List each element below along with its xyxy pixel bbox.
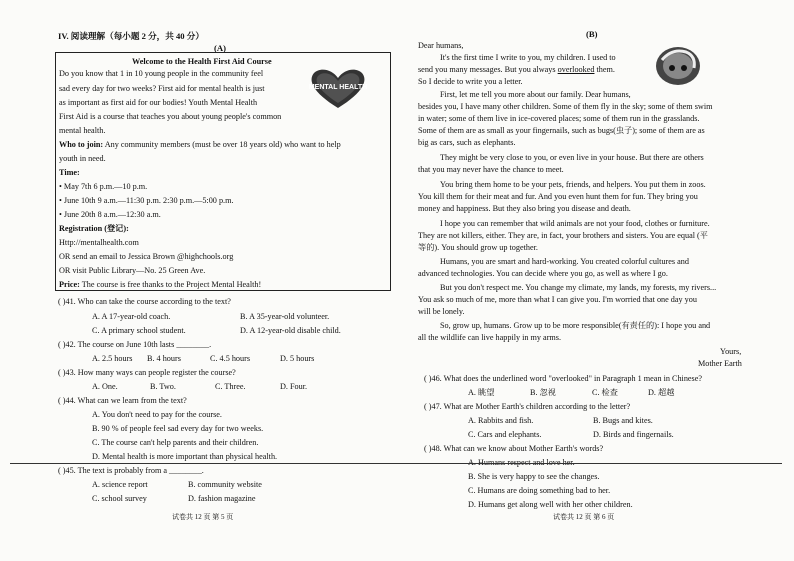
option: D. 超越 — [648, 388, 675, 397]
page-footer-left: 试卷共 12 页 第 5 页 — [172, 513, 234, 521]
letter-line: 等的). You should grow up together. — [418, 243, 538, 252]
page-footer-right: 试卷共 12 页 第 6 页 — [553, 513, 615, 521]
question-43: ( )43. How many ways can people register the course? — [58, 368, 236, 377]
time-slot: • June 10th 9 a.m.—11:30 p.m. 2:30 p.m.—5:00 p.m. — [59, 196, 234, 205]
option: C. Three. — [215, 382, 246, 391]
option: A. 2.5 hours — [92, 354, 133, 363]
letter-line: Humans, you are smart and hard-working. You created colorful cultures and — [440, 257, 689, 266]
question-47: ( )47. What are Mother Earth's children according to the letter? — [424, 402, 631, 411]
animal-illustration-icon — [652, 42, 704, 88]
option: A. science report — [92, 480, 148, 489]
question-41: ( )41. Who can take the course according to the text? — [58, 297, 231, 306]
option: D. Four. — [280, 382, 308, 391]
intro-line: Do you know that 1 in 10 young people in the community feel — [59, 69, 264, 78]
price-line — [59, 279, 261, 291]
option: B. Bugs and kites. — [593, 416, 653, 425]
option: C. The course can't help parents and their children. — [92, 438, 259, 447]
option: C. Humans are doing something bad to her. — [468, 486, 611, 495]
logo-text: MENTAL HEALTH — [308, 84, 368, 91]
option: D. Mental health is more important than physical health. — [92, 452, 278, 461]
intro-line: mental health. — [59, 126, 106, 135]
intro-line: as important as first aid for our bodies! Youth Mental Health — [59, 98, 258, 107]
letter-line: You kill them for their meat and fur. And you even hunt them for fun. They bring you — [418, 192, 698, 201]
option: B. 90 % of people feel sad every day for two weeks. — [92, 424, 264, 433]
who-to-join — [59, 139, 341, 151]
mental-health-logo-icon — [306, 66, 370, 110]
price-label: Price: — [59, 280, 80, 289]
option: D. 5 hours — [280, 354, 315, 363]
who-text: Any community members (must be over 18 years old) who want to help — [103, 140, 341, 149]
passage-a-title: Welcome to the Health First Aid Course — [132, 57, 272, 66]
option: C. A primary school student. — [92, 326, 186, 335]
option: A. 眺望 — [468, 388, 495, 397]
question-42: ( )42. The course on June 10th lasts ________. — [58, 340, 212, 349]
option: C. school survey — [92, 494, 147, 503]
option: A. You don't need to pay for the course. — [92, 410, 222, 419]
letter-line — [418, 64, 615, 76]
letter-text: send you many messages. But you always — [418, 65, 558, 74]
letter-line: money and happiness. But they also bring you disease and death. — [418, 204, 631, 213]
intro-line: sad every day for two weeks? First aid for mental health is just — [59, 84, 265, 93]
option: B. 忽视 — [530, 388, 556, 397]
intro-line: First Aid is a course that teaches you about young people's common — [59, 112, 282, 121]
signature: Mother Earth — [698, 359, 742, 368]
registration-line: OR visit Public Library—No. 25 Green Ave. — [59, 266, 206, 275]
option: D. Humans get along well with her other children. — [468, 500, 633, 509]
scan-fold-line — [10, 463, 782, 464]
option: B. community website — [188, 480, 262, 489]
letter-line: They might be very close to you, or even live in your house. But there are others — [440, 153, 704, 162]
option: B. Two. — [150, 382, 176, 391]
option: C. 检查 — [592, 388, 618, 397]
question-48: ( )48. What can we know about Mother Earth's words? — [424, 444, 604, 453]
option: C. 4.5 hours — [210, 354, 251, 363]
letter-line: advanced technologies. You can decide where you go, as well as where I go. — [418, 269, 668, 278]
time-slot: • June 20th 8 a.m.—12:30 a.m. — [59, 210, 161, 219]
option: D. fashion magazine — [188, 494, 256, 503]
letter-line: It's the first time I write to you, my children. I used to — [440, 53, 616, 62]
letter-line: But you don't respect me. You change my climate, my lands, my forests, my rivers... — [440, 283, 717, 292]
letter-line: You ask so much of me, more than what I can give you. I'm worried that one day you — [418, 295, 697, 304]
question-46: ( )46. What does the underlined word "overlooked" in Paragraph 1 mean in Chinese? — [424, 374, 703, 383]
option: A. One. — [92, 382, 118, 391]
letter-line: So I decide to write you a letter. — [418, 77, 523, 86]
option: B. A 35-year-old volunteer. — [240, 312, 330, 321]
section-heading: IV. 阅读理解（每小题 2 分，共 40 分） — [58, 31, 204, 41]
letter-line: that you may never have the chance to meet. — [418, 165, 564, 174]
time-label: Time: — [59, 168, 80, 177]
letter-line: I hope you can remember that wild animals are not your food, clothes or furniture. — [440, 219, 710, 228]
letter-line: big as cars, such as elephants. — [418, 138, 516, 147]
closing: Yours, — [720, 347, 742, 356]
option: D. Birds and fingernails. — [593, 430, 674, 439]
letter-line: Some of them are as small as your fingernails, such as bugs(虫子); some of them are as — [418, 126, 705, 135]
option: A. Humans respect and love her. — [468, 458, 575, 467]
letter-line: You bring them home to be your pets, friends, and helpers. You put them in zoos. — [440, 180, 706, 189]
option: D. A 12-year-old disable child. — [240, 326, 341, 335]
price-text: The course is free thanks to the Project Mental Health! — [79, 280, 262, 289]
letter-line: So, grow up, humans. Grow up to be more responsible(有责任的): I hope you and — [440, 321, 711, 330]
letter-line: First, let me tell you more about our family. Dear humans, — [440, 90, 631, 99]
option: C. Cars and elephants. — [468, 430, 542, 439]
question-45: ( )45. The text is probably from a ________. — [58, 466, 204, 475]
letter-line: besides you, I have many other children. Some of them fly in the sky; some of them swim — [418, 102, 713, 111]
letter-text: them. — [594, 65, 615, 74]
letter-line: will be lonely. — [418, 307, 465, 316]
who-label: Who to join: — [59, 140, 104, 149]
registration-label: Registration (登记): — [59, 224, 129, 233]
letter-line: They are not killers, either. They are, in fact, your brothers and sisters. You are equal (平 — [418, 231, 708, 240]
underlined-word: overlooked — [557, 65, 595, 74]
letter-line: in water; some of them live in ice-covered places; some of them run in the grasslands. — [418, 114, 700, 123]
option: B. She is very happy to see the changes. — [468, 472, 600, 481]
option: A. Rabbits and fish. — [468, 416, 534, 425]
question-44: ( )44. What can we learn from the text? — [58, 396, 187, 405]
passage-b-label: (B) — [586, 29, 598, 39]
option: B. 4 hours — [147, 354, 181, 363]
time-slot: • May 7th 6 p.m.—10 p.m. — [59, 182, 148, 191]
registration-line: OR send an email to Jessica Brown @highchools.org — [59, 252, 234, 261]
registration-line: Http://mentalhealth.com — [59, 238, 139, 247]
salutation: Dear humans, — [418, 41, 464, 50]
who-text-2: youth in need. — [59, 154, 106, 163]
option: A. A 17-year-old coach. — [92, 312, 171, 321]
passage-a-label: (A) — [214, 43, 226, 53]
letter-line: all the wildlife can live happily in my arms. — [418, 333, 562, 342]
